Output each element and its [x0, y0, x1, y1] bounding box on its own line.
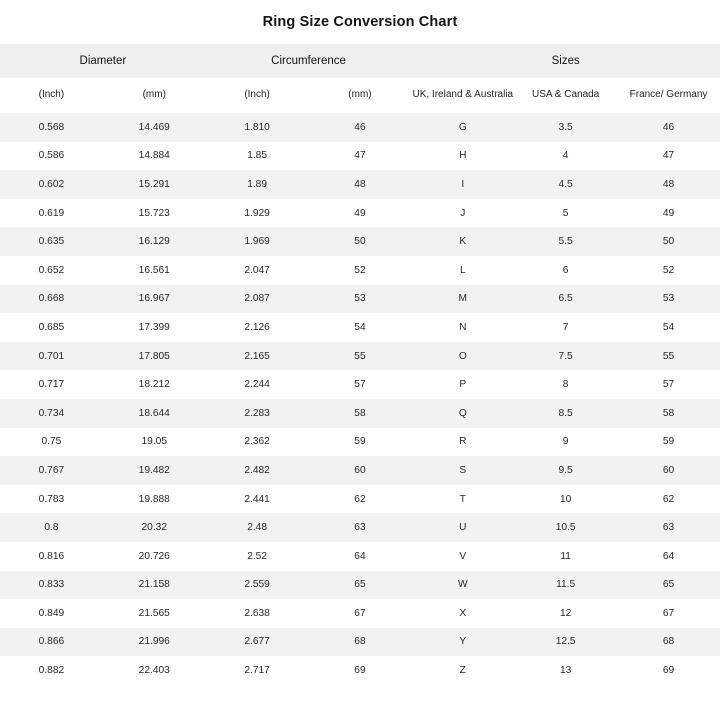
cell-diameter-inch: 0.568 — [0, 113, 103, 142]
cell-size-france: 48 — [617, 170, 720, 199]
cell-diameter-mm: 19.888 — [103, 485, 206, 514]
cell-diameter-inch: 0.668 — [0, 285, 103, 314]
cell-size-uk: Q — [411, 399, 514, 428]
cell-diameter-mm: 22.403 — [103, 656, 206, 685]
cell-size-uk: L — [411, 256, 514, 285]
cell-circumference-inch: 2.638 — [206, 599, 309, 628]
sub-header-circumference-inch: (Inch) — [206, 78, 309, 113]
cell-size-usa: 11 — [514, 542, 617, 571]
table-row — [0, 199, 720, 228]
cell-size-usa: 10.5 — [514, 513, 617, 542]
cell-size-france: 69 — [617, 656, 720, 685]
cell-circumference-mm: 52 — [309, 256, 412, 285]
cell-size-uk: X — [411, 599, 514, 628]
cell-diameter-inch: 0.635 — [0, 227, 103, 256]
cell-size-france: 64 — [617, 542, 720, 571]
cell-circumference-mm: 62 — [309, 485, 412, 514]
group-header-sizes: Sizes — [411, 44, 720, 78]
cell-size-uk: W — [411, 571, 514, 600]
table-row — [0, 142, 720, 171]
table-row — [0, 513, 720, 542]
table-row — [0, 113, 720, 142]
table-row — [0, 227, 720, 256]
cell-circumference-mm: 67 — [309, 599, 412, 628]
cell-size-france: 62 — [617, 485, 720, 514]
cell-size-france: 65 — [617, 571, 720, 600]
sub-header-diameter-mm: (mm) — [103, 78, 206, 113]
cell-circumference-inch: 1.969 — [206, 227, 309, 256]
table-row — [0, 542, 720, 571]
cell-size-usa: 13 — [514, 656, 617, 685]
cell-size-usa: 10 — [514, 485, 617, 514]
table-sub-header-row — [0, 78, 720, 113]
table-row — [0, 485, 720, 514]
table-row — [0, 342, 720, 371]
cell-circumference-mm: 68 — [309, 628, 412, 657]
cell-diameter-inch: 0.767 — [0, 456, 103, 485]
cell-size-uk: N — [411, 313, 514, 342]
cell-diameter-mm: 17.805 — [103, 342, 206, 371]
cell-circumference-inch: 2.165 — [206, 342, 309, 371]
cell-size-france: 59 — [617, 428, 720, 457]
cell-size-usa: 5.5 — [514, 227, 617, 256]
cell-size-uk: Y — [411, 628, 514, 657]
cell-diameter-mm: 21.565 — [103, 599, 206, 628]
cell-size-usa: 4 — [514, 142, 617, 171]
cell-circumference-inch: 2.482 — [206, 456, 309, 485]
cell-size-france: 52 — [617, 256, 720, 285]
table-row — [0, 313, 720, 342]
cell-size-uk: H — [411, 142, 514, 171]
cell-size-usa: 12.5 — [514, 628, 617, 657]
cell-diameter-mm: 21.158 — [103, 571, 206, 600]
cell-diameter-mm: 16.561 — [103, 256, 206, 285]
sub-header-usa-canada: USA & Canada — [514, 78, 617, 113]
cell-diameter-inch: 0.586 — [0, 142, 103, 171]
cell-diameter-inch: 0.8 — [0, 513, 103, 542]
cell-size-france: 54 — [617, 313, 720, 342]
table-row — [0, 571, 720, 600]
cell-diameter-mm: 14.469 — [103, 113, 206, 142]
cell-circumference-mm: 57 — [309, 370, 412, 399]
cell-size-uk: V — [411, 542, 514, 571]
cell-size-france: 67 — [617, 599, 720, 628]
sub-header-france-germany: France/ Germany — [617, 78, 720, 113]
cell-size-usa: 8.5 — [514, 399, 617, 428]
cell-size-france: 49 — [617, 199, 720, 228]
table-group-header-row — [0, 44, 720, 78]
cell-size-uk: Z — [411, 656, 514, 685]
cell-circumference-inch: 2.047 — [206, 256, 309, 285]
cell-diameter-mm: 15.723 — [103, 199, 206, 228]
cell-size-usa: 7.5 — [514, 342, 617, 371]
cell-diameter-inch: 0.816 — [0, 542, 103, 571]
cell-size-uk: T — [411, 485, 514, 514]
cell-size-usa: 7 — [514, 313, 617, 342]
page-title: Ring Size Conversion Chart — [262, 14, 458, 30]
cell-size-usa: 12 — [514, 599, 617, 628]
cell-size-uk: P — [411, 370, 514, 399]
cell-circumference-mm: 54 — [309, 313, 412, 342]
cell-size-france: 55 — [617, 342, 720, 371]
cell-circumference-mm: 65 — [309, 571, 412, 600]
cell-size-france: 63 — [617, 513, 720, 542]
cell-size-uk: J — [411, 199, 514, 228]
cell-diameter-inch: 0.866 — [0, 628, 103, 657]
cell-diameter-mm: 21.996 — [103, 628, 206, 657]
cell-circumference-inch: 2.362 — [206, 428, 309, 457]
cell-circumference-inch: 2.52 — [206, 542, 309, 571]
cell-circumference-mm: 48 — [309, 170, 412, 199]
cell-diameter-mm: 17.399 — [103, 313, 206, 342]
cell-circumference-mm: 63 — [309, 513, 412, 542]
table-row — [0, 370, 720, 399]
cell-circumference-inch: 2.244 — [206, 370, 309, 399]
cell-circumference-inch: 2.559 — [206, 571, 309, 600]
cell-size-usa: 9.5 — [514, 456, 617, 485]
cell-diameter-mm: 19.482 — [103, 456, 206, 485]
cell-circumference-inch: 2.283 — [206, 399, 309, 428]
sub-header-uk-ireland-australia: UK, Ireland & Australia — [411, 78, 514, 113]
table-row — [0, 628, 720, 657]
cell-diameter-mm: 18.644 — [103, 399, 206, 428]
sub-header-diameter-inch: (Inch) — [0, 78, 103, 113]
cell-circumference-mm: 46 — [309, 113, 412, 142]
cell-size-usa: 6.5 — [514, 285, 617, 314]
cell-diameter-inch: 0.75 — [0, 428, 103, 457]
cell-size-uk: K — [411, 227, 514, 256]
cell-size-usa: 11.5 — [514, 571, 617, 600]
cell-circumference-mm: 69 — [309, 656, 412, 685]
cell-diameter-inch: 0.783 — [0, 485, 103, 514]
cell-size-france: 53 — [617, 285, 720, 314]
cell-size-france: 57 — [617, 370, 720, 399]
cell-diameter-inch: 0.849 — [0, 599, 103, 628]
cell-circumference-inch: 2.126 — [206, 313, 309, 342]
cell-circumference-inch: 2.677 — [206, 628, 309, 657]
cell-size-france: 60 — [617, 456, 720, 485]
table-row — [0, 599, 720, 628]
cell-circumference-inch: 1.929 — [206, 199, 309, 228]
ring-size-conversion-table — [0, 44, 720, 685]
cell-circumference-inch: 1.89 — [206, 170, 309, 199]
cell-diameter-mm: 14.884 — [103, 142, 206, 171]
cell-circumference-mm: 49 — [309, 199, 412, 228]
cell-diameter-mm: 15.291 — [103, 170, 206, 199]
table-row — [0, 456, 720, 485]
cell-diameter-mm: 19.05 — [103, 428, 206, 457]
table-row — [0, 399, 720, 428]
cell-size-usa: 5 — [514, 199, 617, 228]
cell-size-usa: 3.5 — [514, 113, 617, 142]
cell-diameter-inch: 0.685 — [0, 313, 103, 342]
cell-size-uk: S — [411, 456, 514, 485]
cell-size-france: 47 — [617, 142, 720, 171]
cell-size-usa: 6 — [514, 256, 617, 285]
table-row — [0, 256, 720, 285]
cell-size-france: 68 — [617, 628, 720, 657]
cell-circumference-mm: 50 — [309, 227, 412, 256]
cell-size-usa: 9 — [514, 428, 617, 457]
cell-diameter-inch: 0.602 — [0, 170, 103, 199]
cell-size-uk: I — [411, 170, 514, 199]
table-row — [0, 170, 720, 199]
cell-diameter-inch: 0.652 — [0, 256, 103, 285]
cell-diameter-inch: 0.882 — [0, 656, 103, 685]
cell-diameter-mm: 16.129 — [103, 227, 206, 256]
cell-circumference-inch: 2.441 — [206, 485, 309, 514]
cell-circumference-inch: 2.717 — [206, 656, 309, 685]
cell-diameter-mm: 20.726 — [103, 542, 206, 571]
cell-size-uk: G — [411, 113, 514, 142]
cell-diameter-mm: 20.32 — [103, 513, 206, 542]
cell-size-usa: 4.5 — [514, 170, 617, 199]
cell-circumference-mm: 59 — [309, 428, 412, 457]
cell-circumference-mm: 64 — [309, 542, 412, 571]
cell-size-france: 46 — [617, 113, 720, 142]
cell-size-usa: 8 — [514, 370, 617, 399]
cell-diameter-mm: 18.212 — [103, 370, 206, 399]
cell-circumference-inch: 1.810 — [206, 113, 309, 142]
cell-diameter-inch: 0.833 — [0, 571, 103, 600]
cell-circumference-mm: 47 — [309, 142, 412, 171]
sub-header-circumference-mm: (mm) — [309, 78, 412, 113]
cell-diameter-inch: 0.619 — [0, 199, 103, 228]
cell-circumference-inch: 1.85 — [206, 142, 309, 171]
cell-circumference-mm: 53 — [309, 285, 412, 314]
cell-size-uk: R — [411, 428, 514, 457]
cell-size-france: 58 — [617, 399, 720, 428]
cell-diameter-inch: 0.734 — [0, 399, 103, 428]
cell-diameter-mm: 16.967 — [103, 285, 206, 314]
cell-size-uk: U — [411, 513, 514, 542]
cell-circumference-mm: 60 — [309, 456, 412, 485]
table-row — [0, 285, 720, 314]
cell-size-france: 50 — [617, 227, 720, 256]
cell-size-uk: O — [411, 342, 514, 371]
group-header-diameter: Diameter — [0, 44, 206, 78]
cell-diameter-inch: 0.717 — [0, 370, 103, 399]
cell-diameter-inch: 0.701 — [0, 342, 103, 371]
table-row — [0, 656, 720, 685]
cell-circumference-mm: 55 — [309, 342, 412, 371]
table-row — [0, 428, 720, 457]
cell-size-uk: M — [411, 285, 514, 314]
cell-circumference-mm: 58 — [309, 399, 412, 428]
cell-circumference-inch: 2.48 — [206, 513, 309, 542]
group-header-circumference: Circumference — [206, 44, 412, 78]
cell-circumference-inch: 2.087 — [206, 285, 309, 314]
